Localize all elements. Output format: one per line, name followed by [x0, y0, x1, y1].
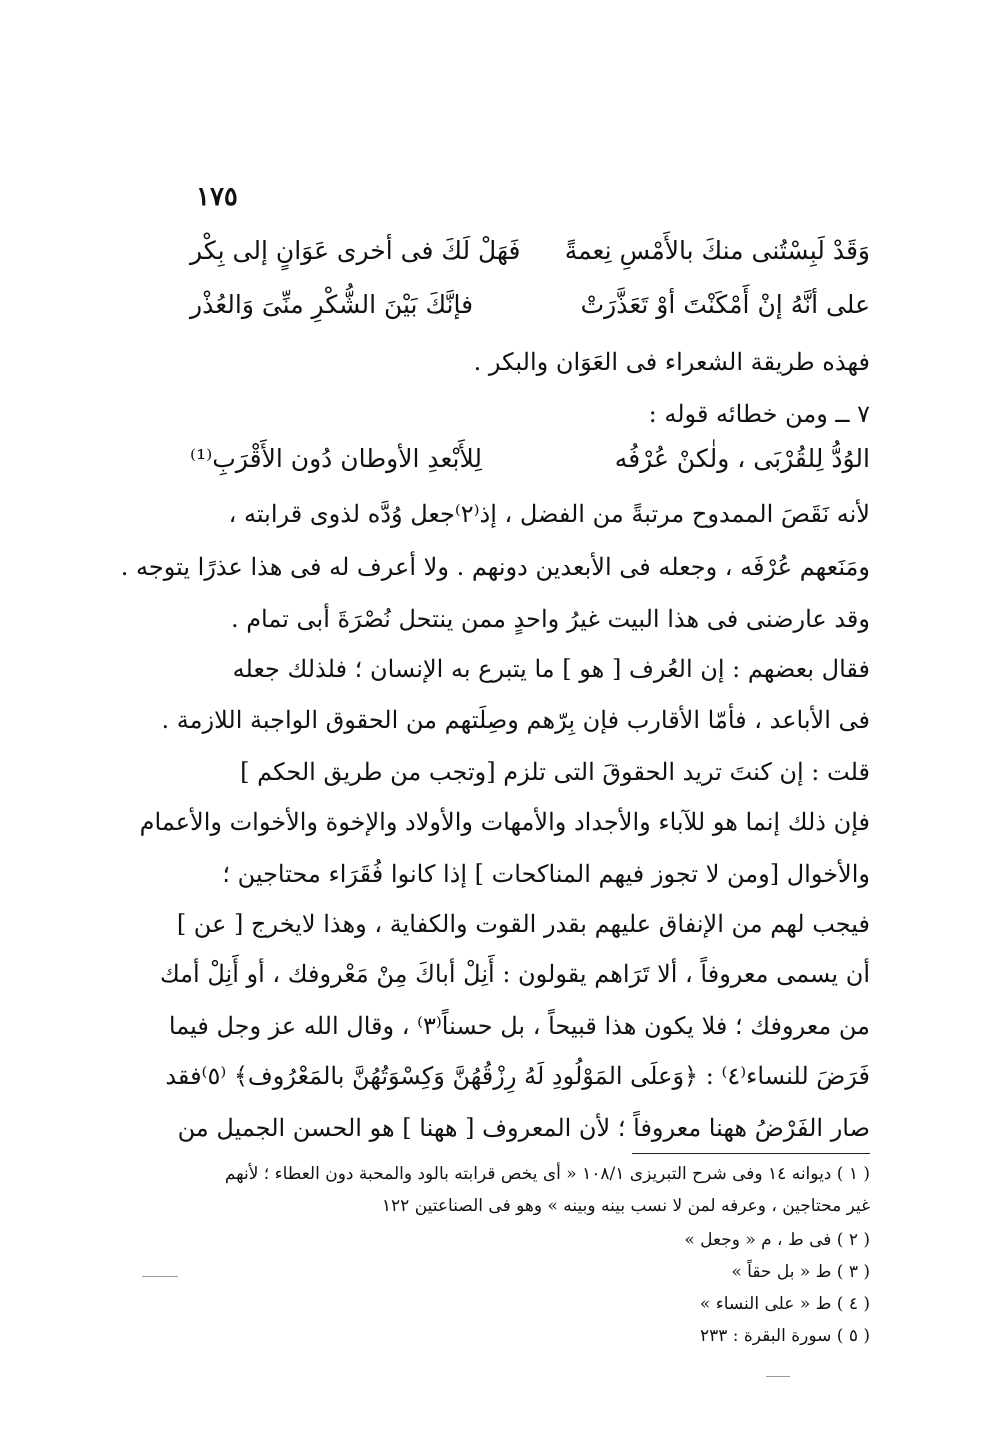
verse-1-first-hemistich: وَقَدْ لَبِسْتُنى منكَ بالأَمْسِ نِعمةً — [564, 236, 870, 265]
footnote-2: ( ٢ ) فى ط ، م « وجعل » — [684, 1230, 870, 1250]
body-line: قلت : إن كنتَ تريد الحقوقَ التى تلزم [وتجب من طريق الحكم ] — [240, 758, 870, 786]
verse-3-first-hemistich: الوُدُّ لِلقُرْبَى ، ولٰكنْ عُرْفُه — [614, 444, 870, 473]
body-line: من معروفك ؛ فلا يكون هذا قبيحاً ، بل حسناً⁽٣⁾ ، وقال الله عز وجل فيما — [168, 1012, 870, 1040]
body-line: وقد عارضنى فى هذا البيت غيرُ واحدٍ ممن ينتحل نُصْرَةَ أبى تمام . — [230, 605, 870, 633]
footnote-4: ( ٤ ) ط « على النساء » — [699, 1294, 870, 1314]
footnote-3: ( ٣ ) ط « بل حقاً » — [731, 1262, 870, 1282]
body-line: صار الفَرْضُ ههنا معروفاً ؛ لأن المعروف [ ههنا ] هو الحسن الجميل من — [177, 1114, 870, 1142]
footnote-1-line-1: ( ١ ) ديوانه ١٤ وفى شرح التبريزى ١٠٨/١ « أى يخص قرابته بالود والمحبة دون العطاء ؛ لأنهم — [224, 1164, 870, 1184]
footnote-5: ( ٥ ) سورة البقرة : ٢٣٣ — [699, 1326, 870, 1346]
body-line: أن يسمى معروفاً ، ألا تَرَاهم يقولون : أَنِلْ أباكَ مِنْ مَعْروفك ، أو أَنِلْ أمك — [159, 960, 870, 988]
verse-2-second-hemistich: فإنَّكَ بَيْنَ الشُّكْرِ منِّىَ وَالعُذْر — [190, 290, 474, 319]
body-line: فإن ذلك إنما هو للآباء والأجداد والأمهات والأولاد والإخوة والأخوات والأعمام — [139, 808, 870, 836]
body-line: والأخوال [ومن لا تجوز فيهم المناكحات ] إذا كانوا فُقَرَاء محتاجين ؛ — [222, 860, 870, 888]
verse-2-first-hemistich: على أنَّهُ إنْ أَمْكَنْتَ أوْ تَعَذَّرَتْ — [580, 290, 870, 319]
body-line: ومَنَعهم عُرْفَه ، وجعله فى الأبعدين دونهم . ولا أعرف له فى هذا عذرًا يتوجه . — [120, 553, 870, 581]
footnote-separator — [632, 1153, 870, 1154]
verse-1-second-hemistich: فَهَلْ لَكَ فى أخرى عَوَانٍ إلى بِكْر — [190, 236, 521, 265]
text-line: فهذه طريقة الشعراء فى العَوَان والبكر . — [473, 348, 870, 376]
section-heading: ٧ ــ ومن خطائه قوله : — [648, 400, 870, 428]
body-line: فقال بعضهم : إن العُرف [ هو ] ما يتبرع به الإنسان ؛ فلذلك جعله — [232, 655, 870, 683]
page-number: ١٧٥ — [196, 182, 238, 212]
body-line: فيجب لهم من الإنفاق عليهم بقدر القوت والكفاية ، وهذا لايخرج [ عن ] — [176, 910, 870, 938]
verse-1 — [180, 236, 870, 282]
body-line: فَرَضَ للنساء⁽٤⁾ : ﴿وَعلَى المَوْلُودِ لَهُ رِزْقُهُنَّ وَكِسْوَتُهُنَّ بالمَعْرُوف﴾ ⁽٥⁾فقد — [165, 1062, 870, 1090]
verse-3 — [180, 444, 870, 490]
bottom-mark — [766, 1376, 790, 1377]
margin-mark — [142, 1276, 178, 1277]
verse-2 — [180, 290, 870, 336]
body-line: فى الأباعد ، فأمّا الأقارب فإن بِرّهم وصِلَتهم من الحقوق الواجبة اللازمة . — [161, 706, 870, 734]
footnote-1-line-2: غير محتاجين ، وعرفه لمن لا نسب بينه وبينه » وهو فى الصناعتين ١٢٢ — [381, 1196, 870, 1216]
verse-3-second-hemistich: لِلأَبْعدِ الأوطان دُون الأَقْرَبِ⁽¹⁾ — [190, 444, 483, 473]
body-line: لأنه نَقَصَ الممدوح مرتبةً من الفضل ، إذ⁽٢⁾جعل وُدَّه لذوى قرابته ، — [228, 500, 870, 528]
